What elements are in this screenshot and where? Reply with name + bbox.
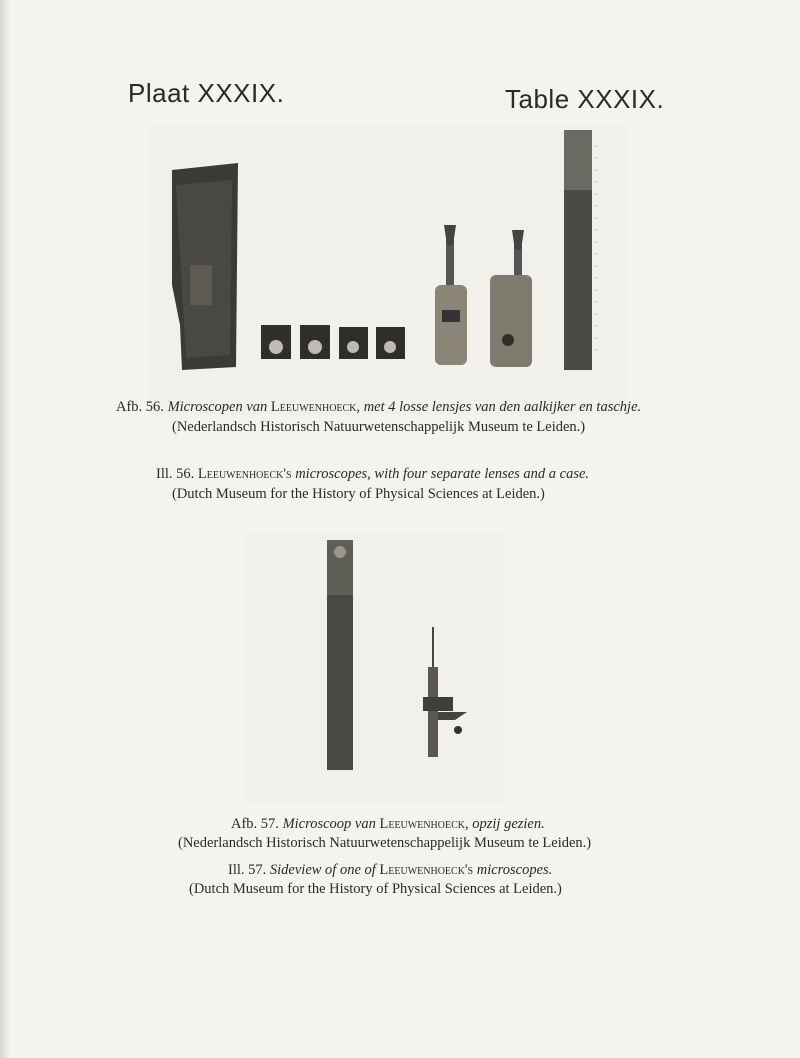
- caption-57-dutch-title-b: opzij gezien.: [472, 816, 545, 832]
- caption-57-dutch-title-a: Microscoop van: [282, 816, 376, 832]
- measuring-ruler-image: [327, 540, 353, 770]
- caption-56-english-author: Leeuwenhoeck's: [197, 466, 292, 482]
- plate-title-english: Table XXXIX.: [505, 84, 665, 114]
- caption-57-english-title-a: Sideview of one of: [269, 862, 376, 878]
- caption-56-dutch: [116, 398, 641, 417]
- caption-57-dutch-number: Afb. 57.: [231, 816, 279, 832]
- photo-microscopes-lenses-case: [150, 125, 628, 415]
- caption-57-english-number: Ill. 57.: [228, 862, 267, 878]
- caption-56-english: [156, 465, 589, 484]
- caption-57-english-title-b: microscopes.: [476, 862, 553, 878]
- leather-case-image: [172, 163, 238, 370]
- caption-57-english-author: Leeuwenhoeck's: [379, 862, 474, 878]
- plate-title-dutch: Plaat XXXIX.: [128, 78, 285, 108]
- caption-57-dutch: [231, 815, 545, 834]
- page-edge-shadow: [0, 0, 10, 1058]
- caption-56-dutch-number: Afb. 56.: [116, 399, 164, 415]
- caption-56-dutch-title-b: met 4 losse lensjes van den aalkijker en taschje.: [363, 399, 642, 415]
- caption-57-english-source: (Dutch Museum for the History of Physical Sciences at Leiden.): [189, 881, 562, 897]
- photo-microscope-sideview: [245, 532, 503, 804]
- caption-56-dutch-author: Leeuwenhoeck,: [270, 399, 361, 415]
- caption-56-dutch-title-a: Microscopen van: [167, 399, 268, 415]
- caption-56-english-title: microscopes, with four separate lenses and a case.: [295, 466, 590, 482]
- caption-56-english-source: (Dutch Museum for the History of Physical Sciences at Leiden.): [172, 486, 545, 502]
- measuring-ruler-image: [564, 130, 596, 370]
- caption-56-dutch-source: (Nederlandsch Historisch Natuurwetenschappelijk Museum te Leiden.): [172, 419, 586, 435]
- caption-57-english: [228, 861, 552, 880]
- caption-57-dutch-source: (Nederlandsch Historisch Natuurwetenschappelijk Museum te Leiden.): [178, 835, 592, 851]
- caption-56-english-number: Ill. 56.: [156, 466, 195, 482]
- caption-57-dutch-author: Leeuwenhoeck,: [379, 816, 469, 832]
